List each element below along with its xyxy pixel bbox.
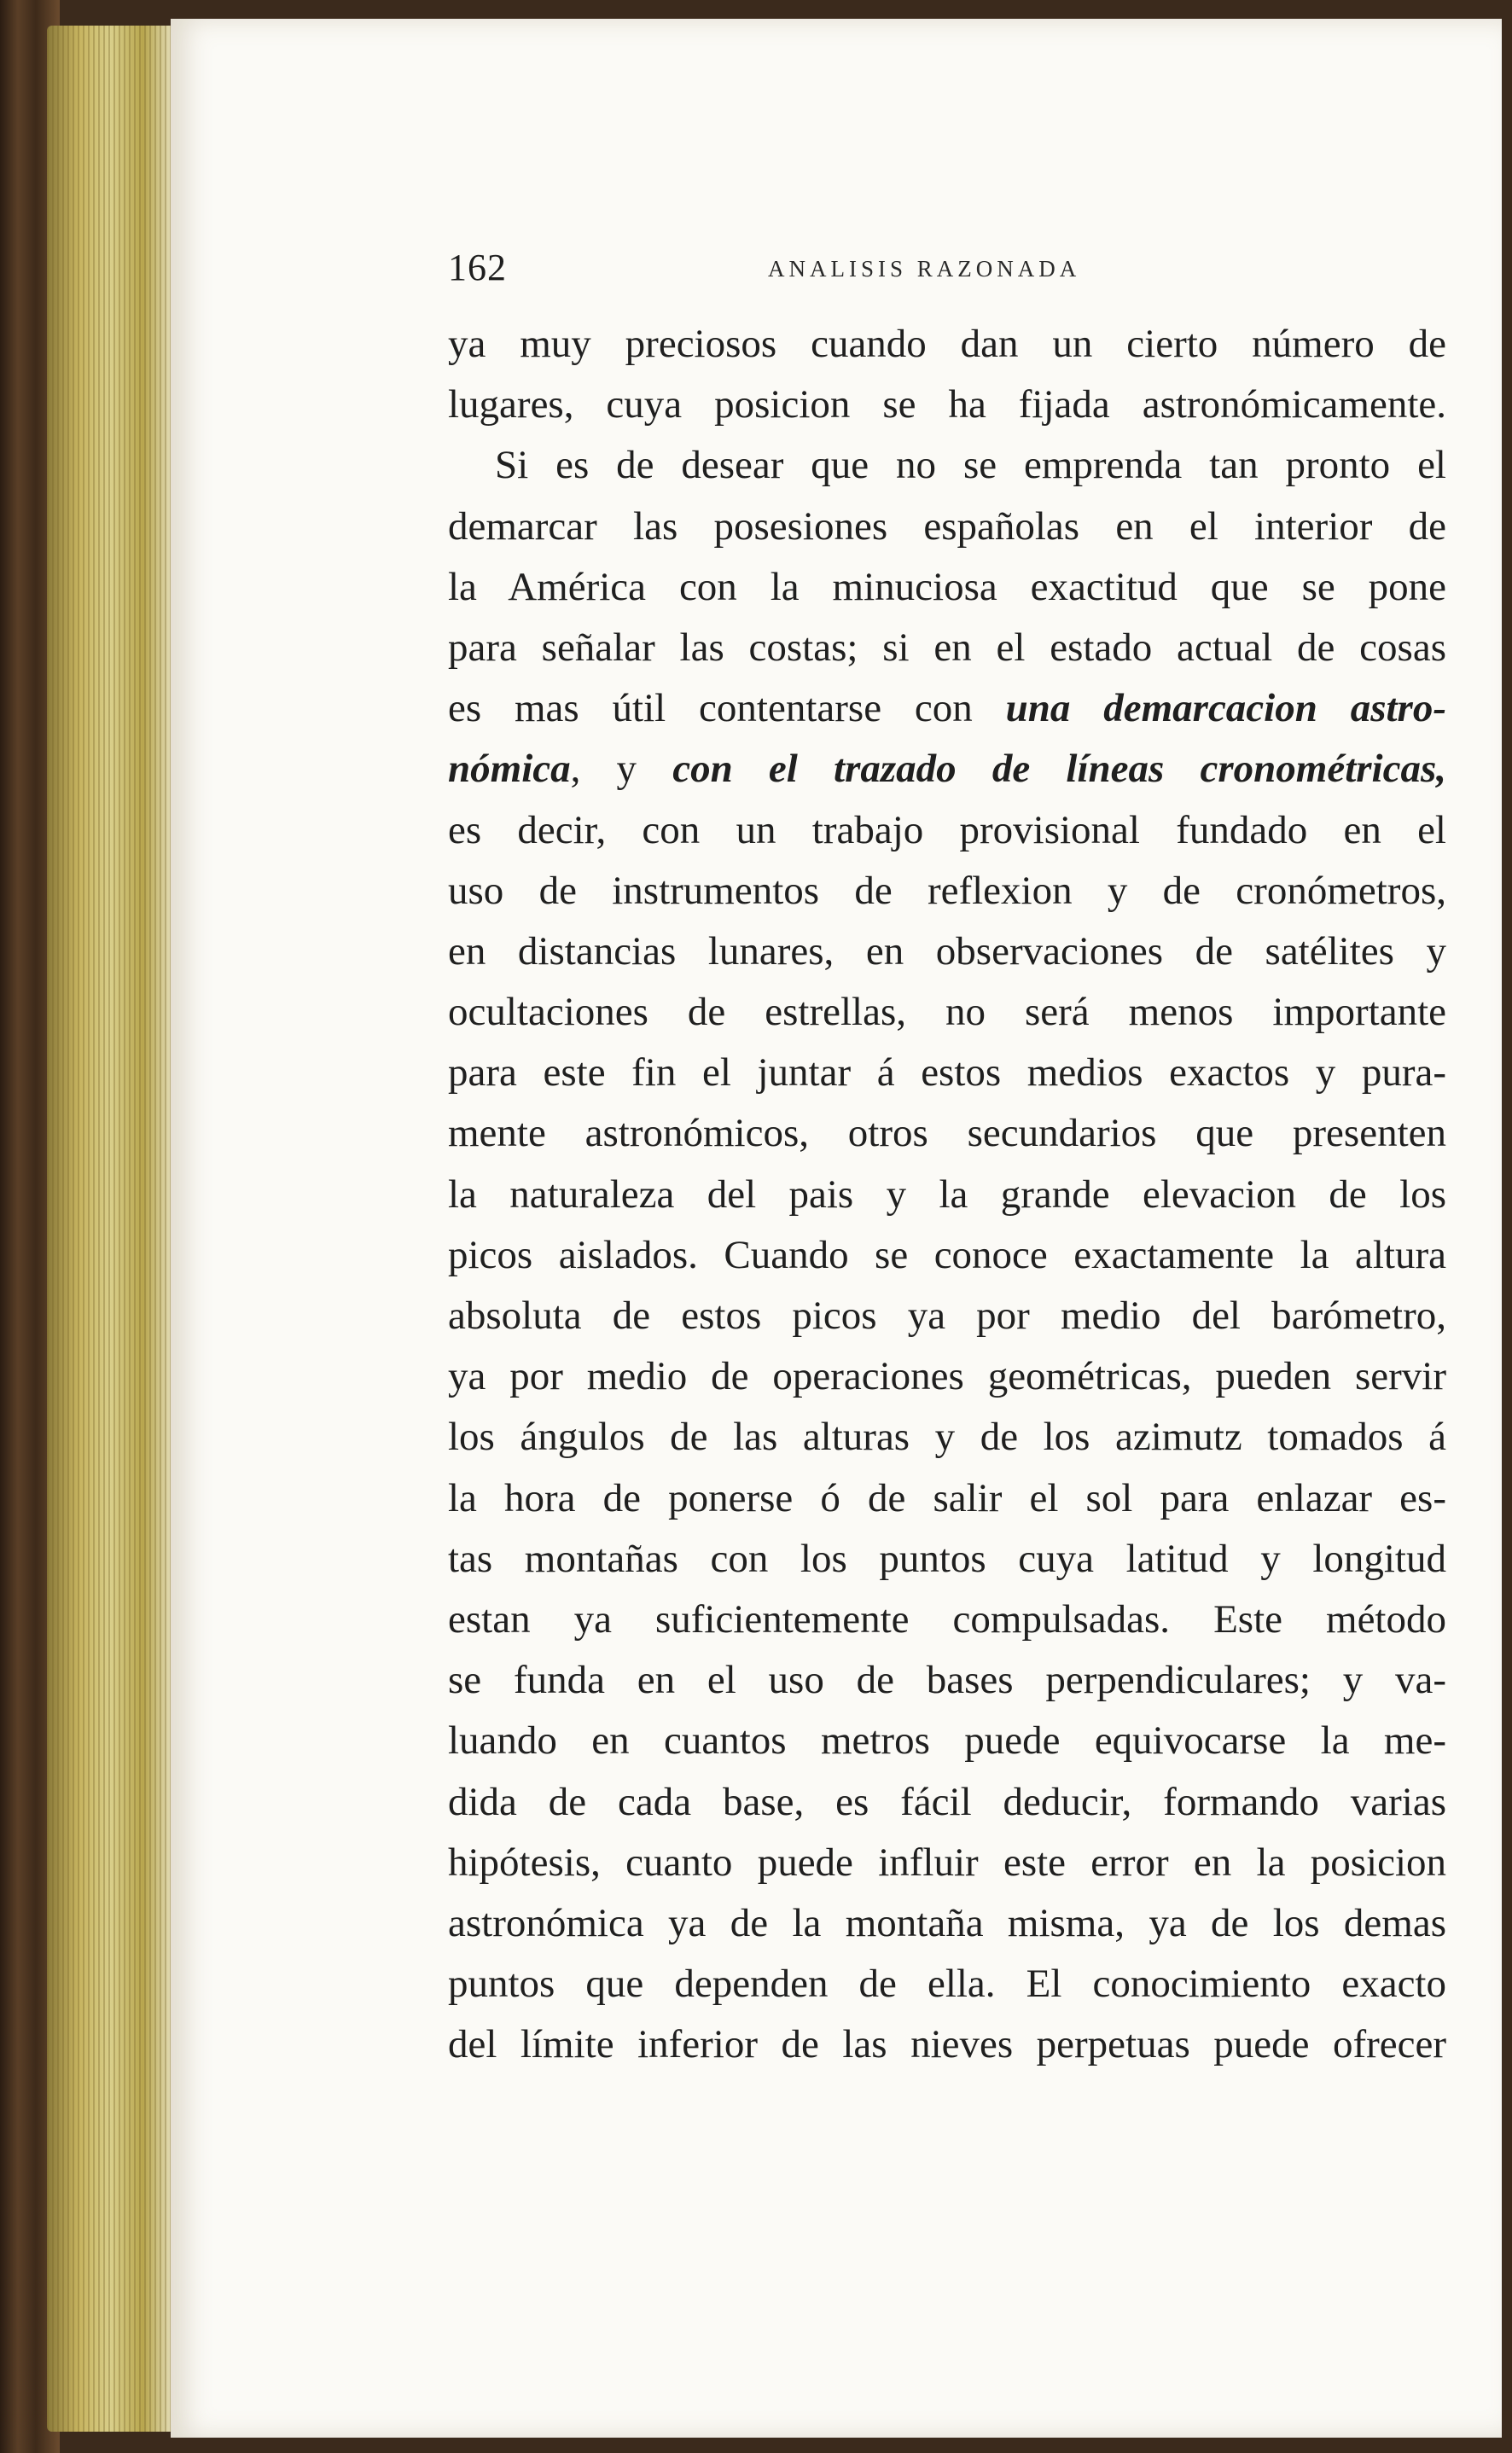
text-line: demarcar las posesiones españolas en el interior de <box>448 503 1446 549</box>
text-line: tas montañas con los puntos cuya latitud y longitud <box>448 1536 1446 1581</box>
text-line: uso de instrumentos de reflexion y de cronómetros, <box>448 868 1446 913</box>
text-line: picos aislados. Cuando se conoce exactamente la altura <box>448 1232 1446 1277</box>
text-line <box>448 739 1446 799</box>
italic-span: una demarcacion astro- <box>1005 686 1446 731</box>
text-line: ya muy preciosos cuando dan un cierto número de <box>448 322 1446 366</box>
text-line: la naturaleza del pais y la grande elevacion de los <box>448 1171 1446 1217</box>
italic-span: con el trazado de líneas cronométricas, <box>672 747 1446 792</box>
text-span: es mas útil contentarse con <box>448 686 1006 731</box>
text-line: se funda en el uso de bases perpendiculares; y va- <box>448 1658 1446 1703</box>
text-line <box>448 678 1446 739</box>
text-line <box>448 435 1446 496</box>
text-line: absoluta de estos picos ya por medio del barómetro, <box>448 1293 1446 1338</box>
text-line: puntos que dependen de ella. El conocimiento exacto <box>448 1962 1446 2007</box>
text-line: para este fin el juntar á estos medios exactos y pura- <box>448 1050 1446 1096</box>
text-span: , y <box>570 747 673 792</box>
running-head: ANALISIS RAZONADA <box>768 256 1081 282</box>
body-text <box>448 314 1446 2075</box>
text-span: Si es de desear que no se emprenda tan pronto el <box>495 443 1446 488</box>
text-line: para señalar las costas; si en el estado actual de cosas <box>448 625 1446 670</box>
text-line: dida de cada base, es fácil deducir, formando varias <box>448 1779 1446 1824</box>
text-line: la América con la minuciosa exactitud que se pone <box>448 564 1446 609</box>
text-line: en distancias lunares, en observaciones de satélites y <box>448 928 1446 974</box>
text-line: la hora de ponerse ó de salir el sol para enlazar es- <box>448 1475 1446 1520</box>
text-line: ya por medio de operaciones geométricas, pueden servir <box>448 1354 1446 1399</box>
text-line: es decir, con un trabajo provisional fundado en el <box>448 807 1446 852</box>
text-line: los ángulos de las alturas y de los azimutz tomados á <box>448 1415 1446 1460</box>
gilt-page-edges <box>47 26 175 2432</box>
text-line: luando en cuantos metros puede equivocarse la me- <box>448 1718 1446 1764</box>
text-line: estan ya suficientemente compulsadas. Este método <box>448 1596 1446 1642</box>
text-line: hipótesis, cuanto puede influir este error en la posicion <box>448 1840 1446 1885</box>
page-number: 162 <box>448 247 507 288</box>
text-line: del límite inferior de las nieves perpetuas puede ofrecer <box>448 2022 1446 2067</box>
italic-span: nómica <box>448 747 571 792</box>
text-line: astronómica ya de la montaña misma, ya de los demas <box>448 1900 1446 1945</box>
page-header <box>448 246 1421 288</box>
text-line: lugares, cuya posicion se ha fijada astronómicamente. <box>448 382 1446 427</box>
text-line: mente astronómicos, otros secundarios que presenten <box>448 1111 1446 1156</box>
text-line: ocultaciones de estrellas, no será menos importante <box>448 990 1446 1035</box>
